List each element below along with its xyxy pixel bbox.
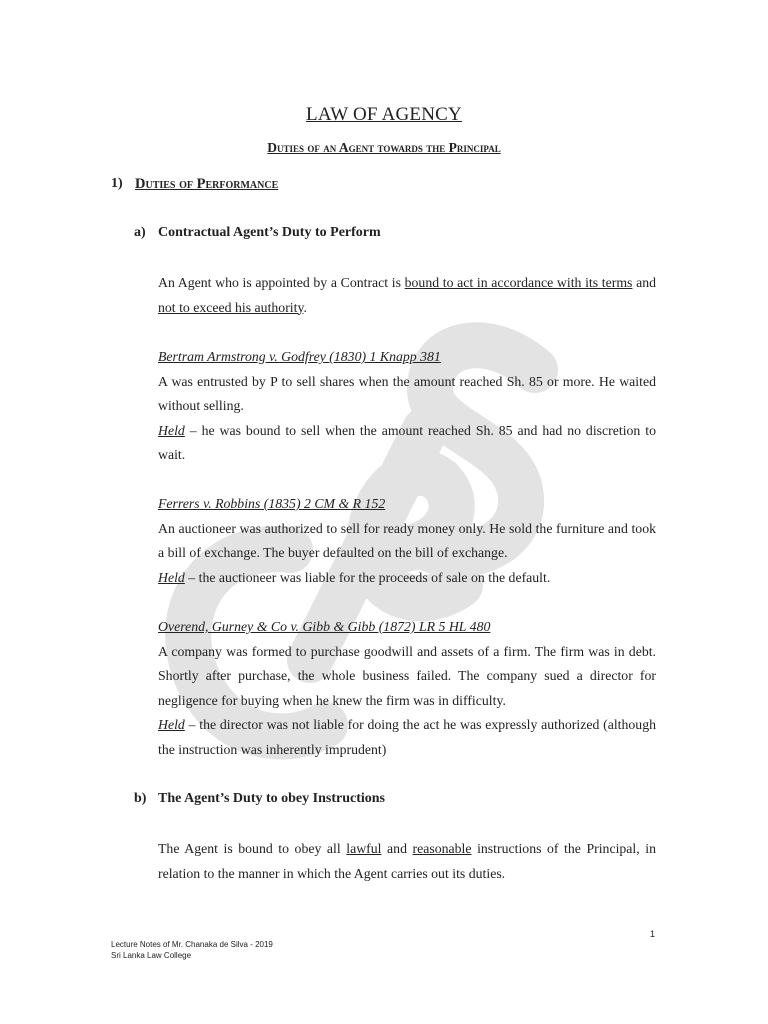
intro-paragraph [158,271,656,320]
underlined-phrase: not to exceed his authority [158,299,304,315]
page-footer [111,939,273,961]
document-title: LAW OF AGENCY [306,104,462,125]
footer-line: Sri Lanka Law College [111,951,192,960]
page-number: 1 [650,929,656,939]
subsection-title: Contractual Agent’s Duty to Perform [158,225,381,240]
held-label: Held [158,569,185,585]
case-facts: A was entrusted by P to sell shares when the amount reached Sh. 85 or more. He waited without selling. [158,373,656,414]
underlined-phrase: bound to act in accordance with its terms [404,275,633,290]
footer-line: Lecture Notes of Mr. Chanaka de Silva - 2019 [111,940,273,949]
underlined-phrase: reasonable [412,841,472,856]
case-held [158,713,656,762]
text-run: and [381,841,413,856]
section-title: Duties of Performance [135,176,279,192]
instructions-paragraph [158,837,656,886]
case-citation: Ferrers v. Robbins (1835) 2 CM & R 152 [158,496,386,511]
case-held [158,419,656,468]
text-run: instructions of the Principal, in relation to the manner in which the Agent carries out its duties. [158,841,656,881]
case-facts: An auctioneer was authorized to sell for ready money only. He sold the furniture and took a bill of exchange. The buyer defaulted on the bill of exchange. [158,520,656,561]
section-number: 1) [111,176,123,191]
text-run: An Agent who is appointed by a Contract is [158,275,405,290]
case-block [158,615,656,763]
held-label: Held [158,717,185,733]
held-label: Held [158,422,185,438]
case-block [158,492,656,590]
case-held [158,566,656,591]
underlined-phrase: lawful [346,841,382,856]
subsection-title: The Agent’s Duty to obey Instructions [158,791,385,806]
case-block [158,345,656,468]
case-citation: Overend, Gurney & Co v. Gibb & Gibb (1872) LR 5 HL 480 [158,619,491,634]
held-text: – he was bound to sell when the amount reached Sh. 85 and had no discretion to wait. [158,422,656,463]
held-text: – the director was not liable for doing the act he was expressly authorized (although the instruction was inherently imprudent) [158,717,656,757]
text-run: The Agent is bound to obey all [158,841,347,856]
case-citation: Bertram Armstrong v. Godfrey (1830) 1 Knapp 381 [158,349,441,364]
document-subtitle: Duties of an Agent towards the Principal [267,140,501,155]
held-text: – the auctioneer was liable for the proceeds of sale on the default. [184,569,551,585]
text-run: and [632,275,656,290]
subsection-number: a) [134,225,146,240]
subsection-number: b) [134,791,147,806]
text-run: . [303,299,307,315]
case-facts: A company was formed to purchase goodwill and assets of a firm. The firm was in debt. Shortly after purchase, the whole business failed. The company sued a director for negligence for buying when he knew the firm was in difficulty. [158,643,656,708]
